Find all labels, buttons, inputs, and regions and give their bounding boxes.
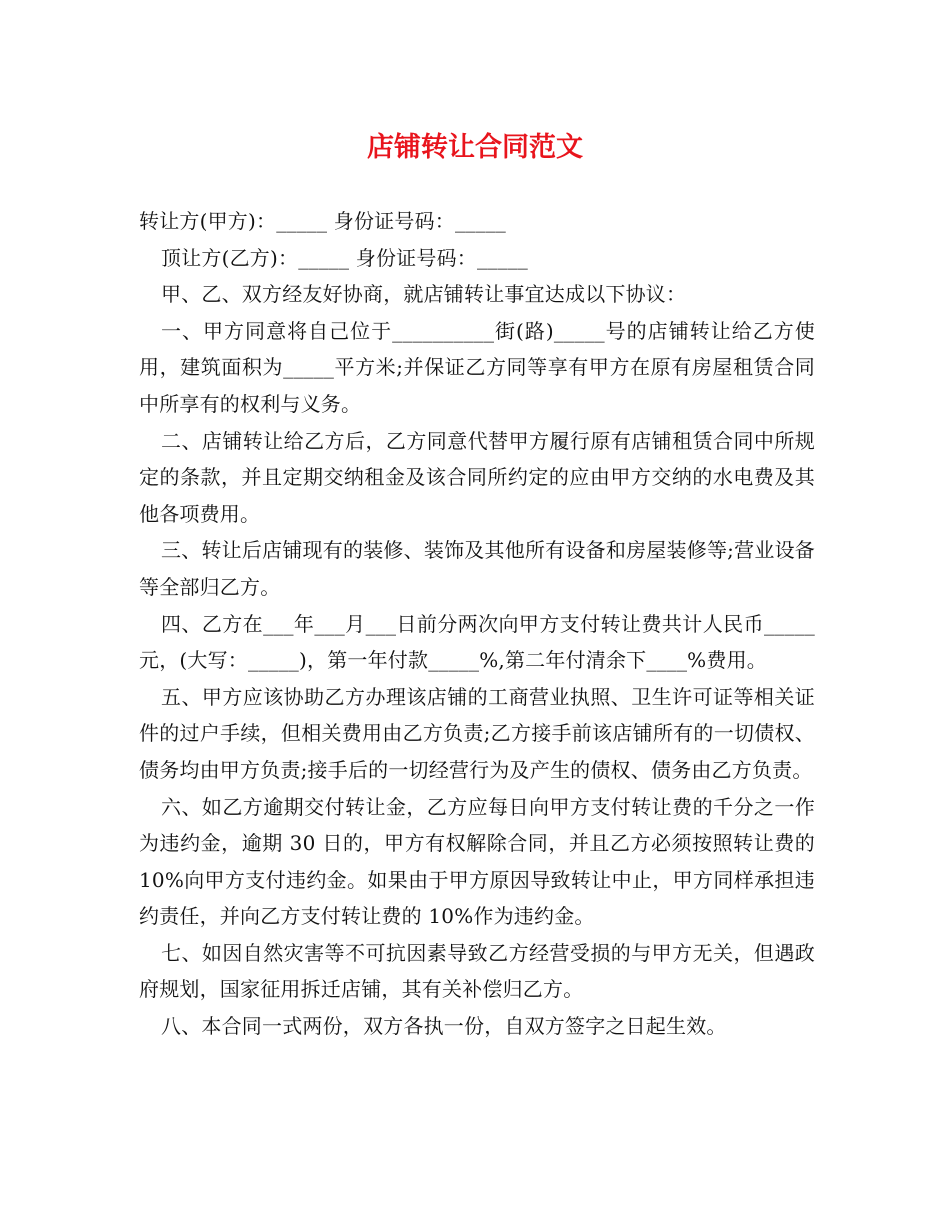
clause-5: 五、甲方应该协助乙方办理该店铺的工商营业执照、卫生许可证等相关证件的过户手续，但相关费用由乙方负责;乙方接手前该店铺所有的一切债权、债务均由甲方负责;接手后的一切经营行为及产生的债权、债务由乙方负责。 (139, 684, 815, 782)
document-body (139, 203, 815, 1045)
clause-6: 六、如乙方逾期交付转让金，乙方应每日向甲方支付转让费的千分之一作为违约金，逾期 30 日的，甲方有权解除合同，并且乙方必须按照转让费的 10%向甲方支付违约金。如果由于甲方原因导致转让中止，甲方同样承担违约责任，并向乙方支付转让费的 10%作为违约金。 (139, 794, 815, 929)
clause-3: 三、转让后店铺现有的装修、装饰及其他所有设备和房屋装修等;营业设备等全部归乙方。 (139, 538, 815, 599)
clause-7: 七、如因自然灾害等不可抗因素导致乙方经营受损的与甲方无关，但遇政府规划，国家征用拆迁店铺，其有关补偿归乙方。 (139, 940, 815, 1002)
clause-4: 四、乙方在___年___月___日前分两次向甲方支付转让费共计人民币_____元，(大写：_____)，第一年付款_____%,第二年付清余下____%费用。 (139, 611, 815, 673)
party-b-line: 顶让方(乙方)：_____ 身份证号码：_____ (161, 245, 528, 270)
clause-1: 一、甲方同意将自己位于__________街(路)_____号的店铺转让给乙方使用，建筑面积为_____平方米;并保证乙方同等享有甲方在原有房屋租赁合同中所享有的权利与义务。 (139, 318, 815, 416)
party-a-line: 转让方(甲方)：_____ 身份证号码：_____ (139, 209, 506, 233)
agreement-intro: 甲、乙、双方经友好协商，就店铺转让事宜达成以下协议： (161, 282, 687, 307)
clause-8: 八、本合同一式两份，双方各执一份，自双方签字之日起生效。 (161, 1014, 727, 1039)
document-title: 店铺转让合同范文 (367, 132, 583, 163)
clause-2: 二、店铺转让给乙方后，乙方同意代替甲方履行原有店铺租赁合同中所规定的条款，并且定期交纳租金及该合同所约定的应由甲方交纳的水电费及其他各项费用。 (139, 428, 815, 526)
